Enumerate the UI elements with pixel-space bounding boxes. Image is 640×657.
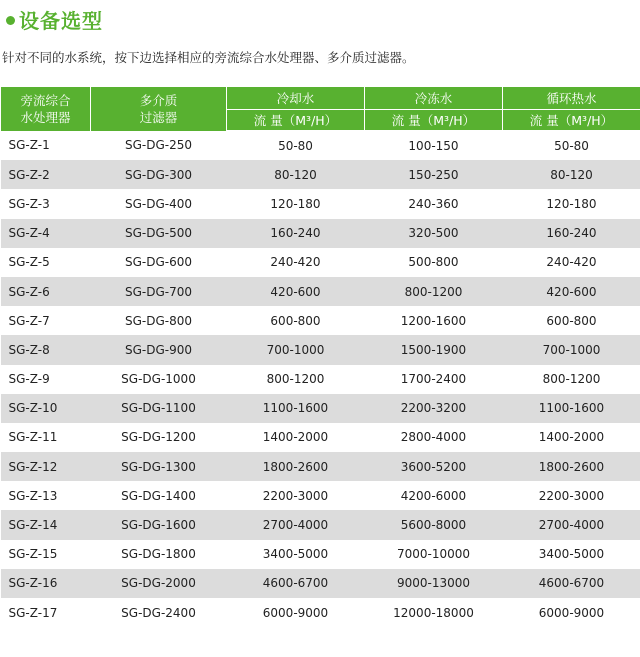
hot-flow-cell: 2200-3000 [503,481,640,510]
model-cell: SG-Z-10 [1,394,91,423]
hot-flow-cell: 6000-9000 [503,598,640,627]
model-cell: SG-Z-15 [1,540,91,569]
hot-flow-cell: 2700-4000 [503,510,640,539]
cooling-flow-cell: 50-80 [227,131,365,161]
model-cell: SG-Z-1 [1,131,91,161]
filter-cell: SG-DG-700 [91,277,227,306]
header-cooling-water: 冷却水 [227,87,365,110]
cooling-flow-cell: 800-1200 [227,365,365,394]
table-row [1,365,640,394]
hot-flow-cell: 600-800 [503,306,640,335]
table-row [1,452,640,481]
model-cell: SG-Z-11 [1,423,91,452]
table-row [1,189,640,218]
filter-cell: SG-DG-800 [91,306,227,335]
table-row [1,219,640,248]
cooling-flow-cell: 1800-2600 [227,452,365,481]
table-row [1,248,640,277]
bullet-dot-icon [6,16,15,25]
section-title-text: 设备选型 [19,8,103,33]
model-cell: SG-Z-5 [1,248,91,277]
chilled-flow-cell: 12000-18000 [365,598,503,627]
header-flow-cooling: 流 量（M³/H） [227,110,365,131]
cooling-flow-cell: 2200-3000 [227,481,365,510]
filter-cell: SG-DG-250 [91,131,227,161]
cooling-flow-cell: 80-120 [227,160,365,189]
filter-cell: SG-DG-400 [91,189,227,218]
model-cell: SG-Z-6 [1,277,91,306]
cooling-flow-cell: 1100-1600 [227,394,365,423]
hot-flow-cell: 420-600 [503,277,640,306]
chilled-flow-cell: 9000-13000 [365,569,503,598]
hot-flow-cell: 1800-2600 [503,452,640,481]
model-cell: SG-Z-7 [1,306,91,335]
table-row [1,306,640,335]
chilled-flow-cell: 1500-1900 [365,335,503,364]
hot-flow-cell: 240-420 [503,248,640,277]
chilled-flow-cell: 4200-6000 [365,481,503,510]
intro-text: 针对不同的水系统，按下边选择相应的旁流综合水处理器、多介质过滤器。 [2,50,415,65]
model-cell: SG-Z-9 [1,365,91,394]
hot-flow-cell: 50-80 [503,131,640,161]
cooling-flow-cell: 420-600 [227,277,365,306]
table-row [1,277,640,306]
header-multimedia-filter-text: 多介质 过滤器 [139,92,178,125]
hot-flow-cell: 1400-2000 [503,423,640,452]
filter-cell: SG-DG-300 [91,160,227,189]
model-cell: SG-Z-14 [1,510,91,539]
hot-flow-cell: 120-180 [503,189,640,218]
header-flow-chilled: 流 量（M³/H） [365,110,503,131]
chilled-flow-cell: 3600-5200 [365,452,503,481]
cooling-flow-cell: 240-420 [227,248,365,277]
cooling-flow-cell: 160-240 [227,219,365,248]
model-cell: SG-Z-3 [1,189,91,218]
model-cell: SG-Z-17 [1,598,91,627]
chilled-flow-cell: 320-500 [365,219,503,248]
table-row [1,335,640,364]
table-row [1,394,640,423]
filter-cell: SG-DG-2000 [91,569,227,598]
model-cell: SG-Z-8 [1,335,91,364]
header-multimedia-filter [91,87,227,131]
cooling-flow-cell: 600-800 [227,306,365,335]
cooling-flow-cell: 1400-2000 [227,423,365,452]
filter-cell: SG-DG-1300 [91,452,227,481]
chilled-flow-cell: 1700-2400 [365,365,503,394]
cooling-flow-cell: 120-180 [227,189,365,218]
table-row [1,481,640,510]
hot-flow-cell: 80-120 [503,160,640,189]
filter-cell: SG-DG-1800 [91,540,227,569]
model-cell: SG-Z-16 [1,569,91,598]
hot-flow-cell: 4600-6700 [503,569,640,598]
header-circulating-hot-water: 循环热水 [503,87,640,110]
chilled-flow-cell: 150-250 [365,160,503,189]
filter-cell: SG-DG-1100 [91,394,227,423]
cooling-flow-cell: 6000-9000 [227,598,365,627]
filter-cell: SG-DG-1000 [91,365,227,394]
chilled-flow-cell: 7000-10000 [365,540,503,569]
filter-cell: SG-DG-900 [91,335,227,364]
header-bypass-processor-text: 旁流综合 水处理器 [20,92,71,125]
chilled-flow-cell: 5600-8000 [365,510,503,539]
hot-flow-cell: 800-1200 [503,365,640,394]
table-row [1,598,640,627]
cooling-flow-cell: 3400-5000 [227,540,365,569]
cooling-flow-cell: 4600-6700 [227,569,365,598]
table-row [1,569,640,598]
model-cell: SG-Z-4 [1,219,91,248]
filter-cell: SG-DG-600 [91,248,227,277]
chilled-flow-cell: 100-150 [365,131,503,161]
filter-cell: SG-DG-2400 [91,598,227,627]
filter-cell: SG-DG-1200 [91,423,227,452]
filter-cell: SG-DG-500 [91,219,227,248]
chilled-flow-cell: 800-1200 [365,277,503,306]
table-row [1,131,640,161]
hot-flow-cell: 700-1000 [503,335,640,364]
filter-cell: SG-DG-1400 [91,481,227,510]
filter-cell: SG-DG-1600 [91,510,227,539]
hot-flow-cell: 1100-1600 [503,394,640,423]
table-row [1,160,640,189]
selection-table [0,86,640,627]
chilled-flow-cell: 1200-1600 [365,306,503,335]
section-title [6,4,103,34]
hot-flow-cell: 3400-5000 [503,540,640,569]
header-flow-hot: 流 量（M³/H） [503,110,640,131]
cooling-flow-cell: 2700-4000 [227,510,365,539]
hot-flow-cell: 160-240 [503,219,640,248]
chilled-flow-cell: 2800-4000 [365,423,503,452]
chilled-flow-cell: 2200-3200 [365,394,503,423]
cooling-flow-cell: 700-1000 [227,335,365,364]
chilled-flow-cell: 240-360 [365,189,503,218]
table-row [1,510,640,539]
table-row [1,423,640,452]
header-bypass-processor [1,87,91,131]
table-row [1,540,640,569]
model-cell: SG-Z-2 [1,160,91,189]
header-chilled-water: 冷冻水 [365,87,503,110]
model-cell: SG-Z-12 [1,452,91,481]
model-cell: SG-Z-13 [1,481,91,510]
chilled-flow-cell: 500-800 [365,248,503,277]
